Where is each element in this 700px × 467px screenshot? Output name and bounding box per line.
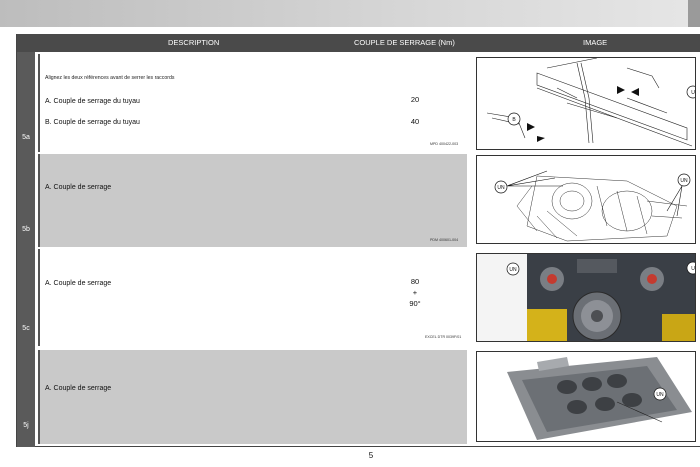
image-5c — [476, 253, 696, 342]
image-5j — [476, 351, 696, 442]
header-description: DESCRIPTION — [168, 38, 220, 47]
image-5a — [476, 57, 696, 150]
callout-b: B — [512, 117, 516, 123]
row-5a-ref: MPD 400422-003 — [430, 142, 459, 146]
callout-u: U — [691, 90, 695, 96]
row-5c-value-plus: + — [412, 288, 418, 297]
torque-table — [16, 34, 700, 447]
step-label-5b: 5b — [22, 226, 30, 233]
row-5j-description — [38, 350, 467, 444]
row-5c-label: A. Couple de serrage — [45, 280, 112, 287]
crankcase-photo — [477, 352, 696, 442]
step-label-5a: 5a — [22, 134, 30, 141]
step-column — [17, 52, 35, 447]
image-5b — [476, 155, 696, 244]
row-5b-label: A. Couple de serrage — [45, 184, 112, 191]
pipe-diagram — [477, 58, 696, 150]
row-5c-ref: EXCEL DTR 0039F/01 — [425, 335, 462, 339]
row-5j-label: A. Couple de serrage — [45, 385, 112, 392]
callout-5c-un: UN — [509, 267, 517, 273]
engine-block-photo — [477, 254, 696, 342]
row-5a-line1-value: 20 — [410, 95, 420, 104]
row-5c-value-a: 80 — [410, 277, 420, 286]
row-5c-description — [38, 249, 467, 346]
header-image: IMAGE — [583, 38, 608, 47]
header-torque: COUPLE DE SERRAGE (Nm) — [354, 38, 455, 47]
callout-5c-u: U — [691, 266, 695, 272]
row-5a-note: Alignez les deux références avant de serrer les raccords — [45, 75, 175, 81]
callout-un-2: UN — [680, 178, 688, 184]
row-5b-description — [38, 154, 467, 247]
callout-un-1: UN — [497, 185, 505, 191]
table-header — [17, 34, 700, 52]
row-5c-value-b: 90° — [409, 299, 421, 308]
step-label-5j: 5j — [23, 422, 29, 429]
transmission-diagram — [477, 156, 696, 244]
row-5a-line1-label: A. Couple de serrage du tuyau — [45, 98, 140, 105]
top-banner — [0, 0, 700, 27]
row-5a-line2-label: B. Couple de serrage du tuyau — [45, 119, 140, 126]
callout-5j-un: UN — [656, 392, 664, 398]
step-label-5c: 5c — [22, 325, 30, 332]
row-5b-ref: PDM 400601-004 — [430, 238, 459, 242]
row-5a-description — [38, 54, 467, 152]
row-5a-line2-value: 40 — [410, 117, 420, 126]
page-number: 5 — [368, 451, 374, 460]
banner-tab — [688, 0, 700, 27]
